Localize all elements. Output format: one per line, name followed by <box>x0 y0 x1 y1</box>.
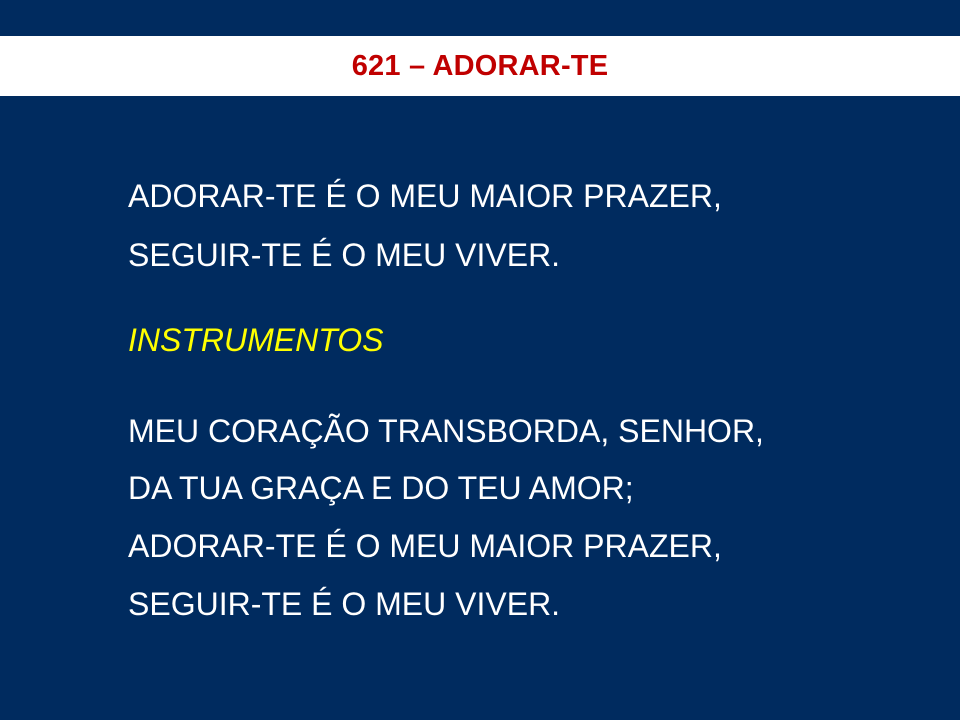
title-bar <box>0 36 960 96</box>
lyric-line: SEGUIR-TE É O MEU VIVER. <box>128 586 561 622</box>
slide-title: 621 – ADORAR-TE <box>351 49 609 82</box>
lyric-line: ADORAR-TE É O MEU MAIOR PRAZER, <box>128 178 722 214</box>
lyric-line: SEGUIR-TE É O MEU VIVER. <box>128 237 561 273</box>
instruments-label: INSTRUMENTOS <box>128 322 384 358</box>
lyric-line: MEU CORAÇÃO TRANSBORDA, SENHOR, <box>128 413 764 449</box>
lyric-line: DA TUA GRAÇA E DO TEU AMOR; <box>128 470 634 506</box>
lyric-line: ADORAR-TE É O MEU MAIOR PRAZER, <box>128 528 722 564</box>
